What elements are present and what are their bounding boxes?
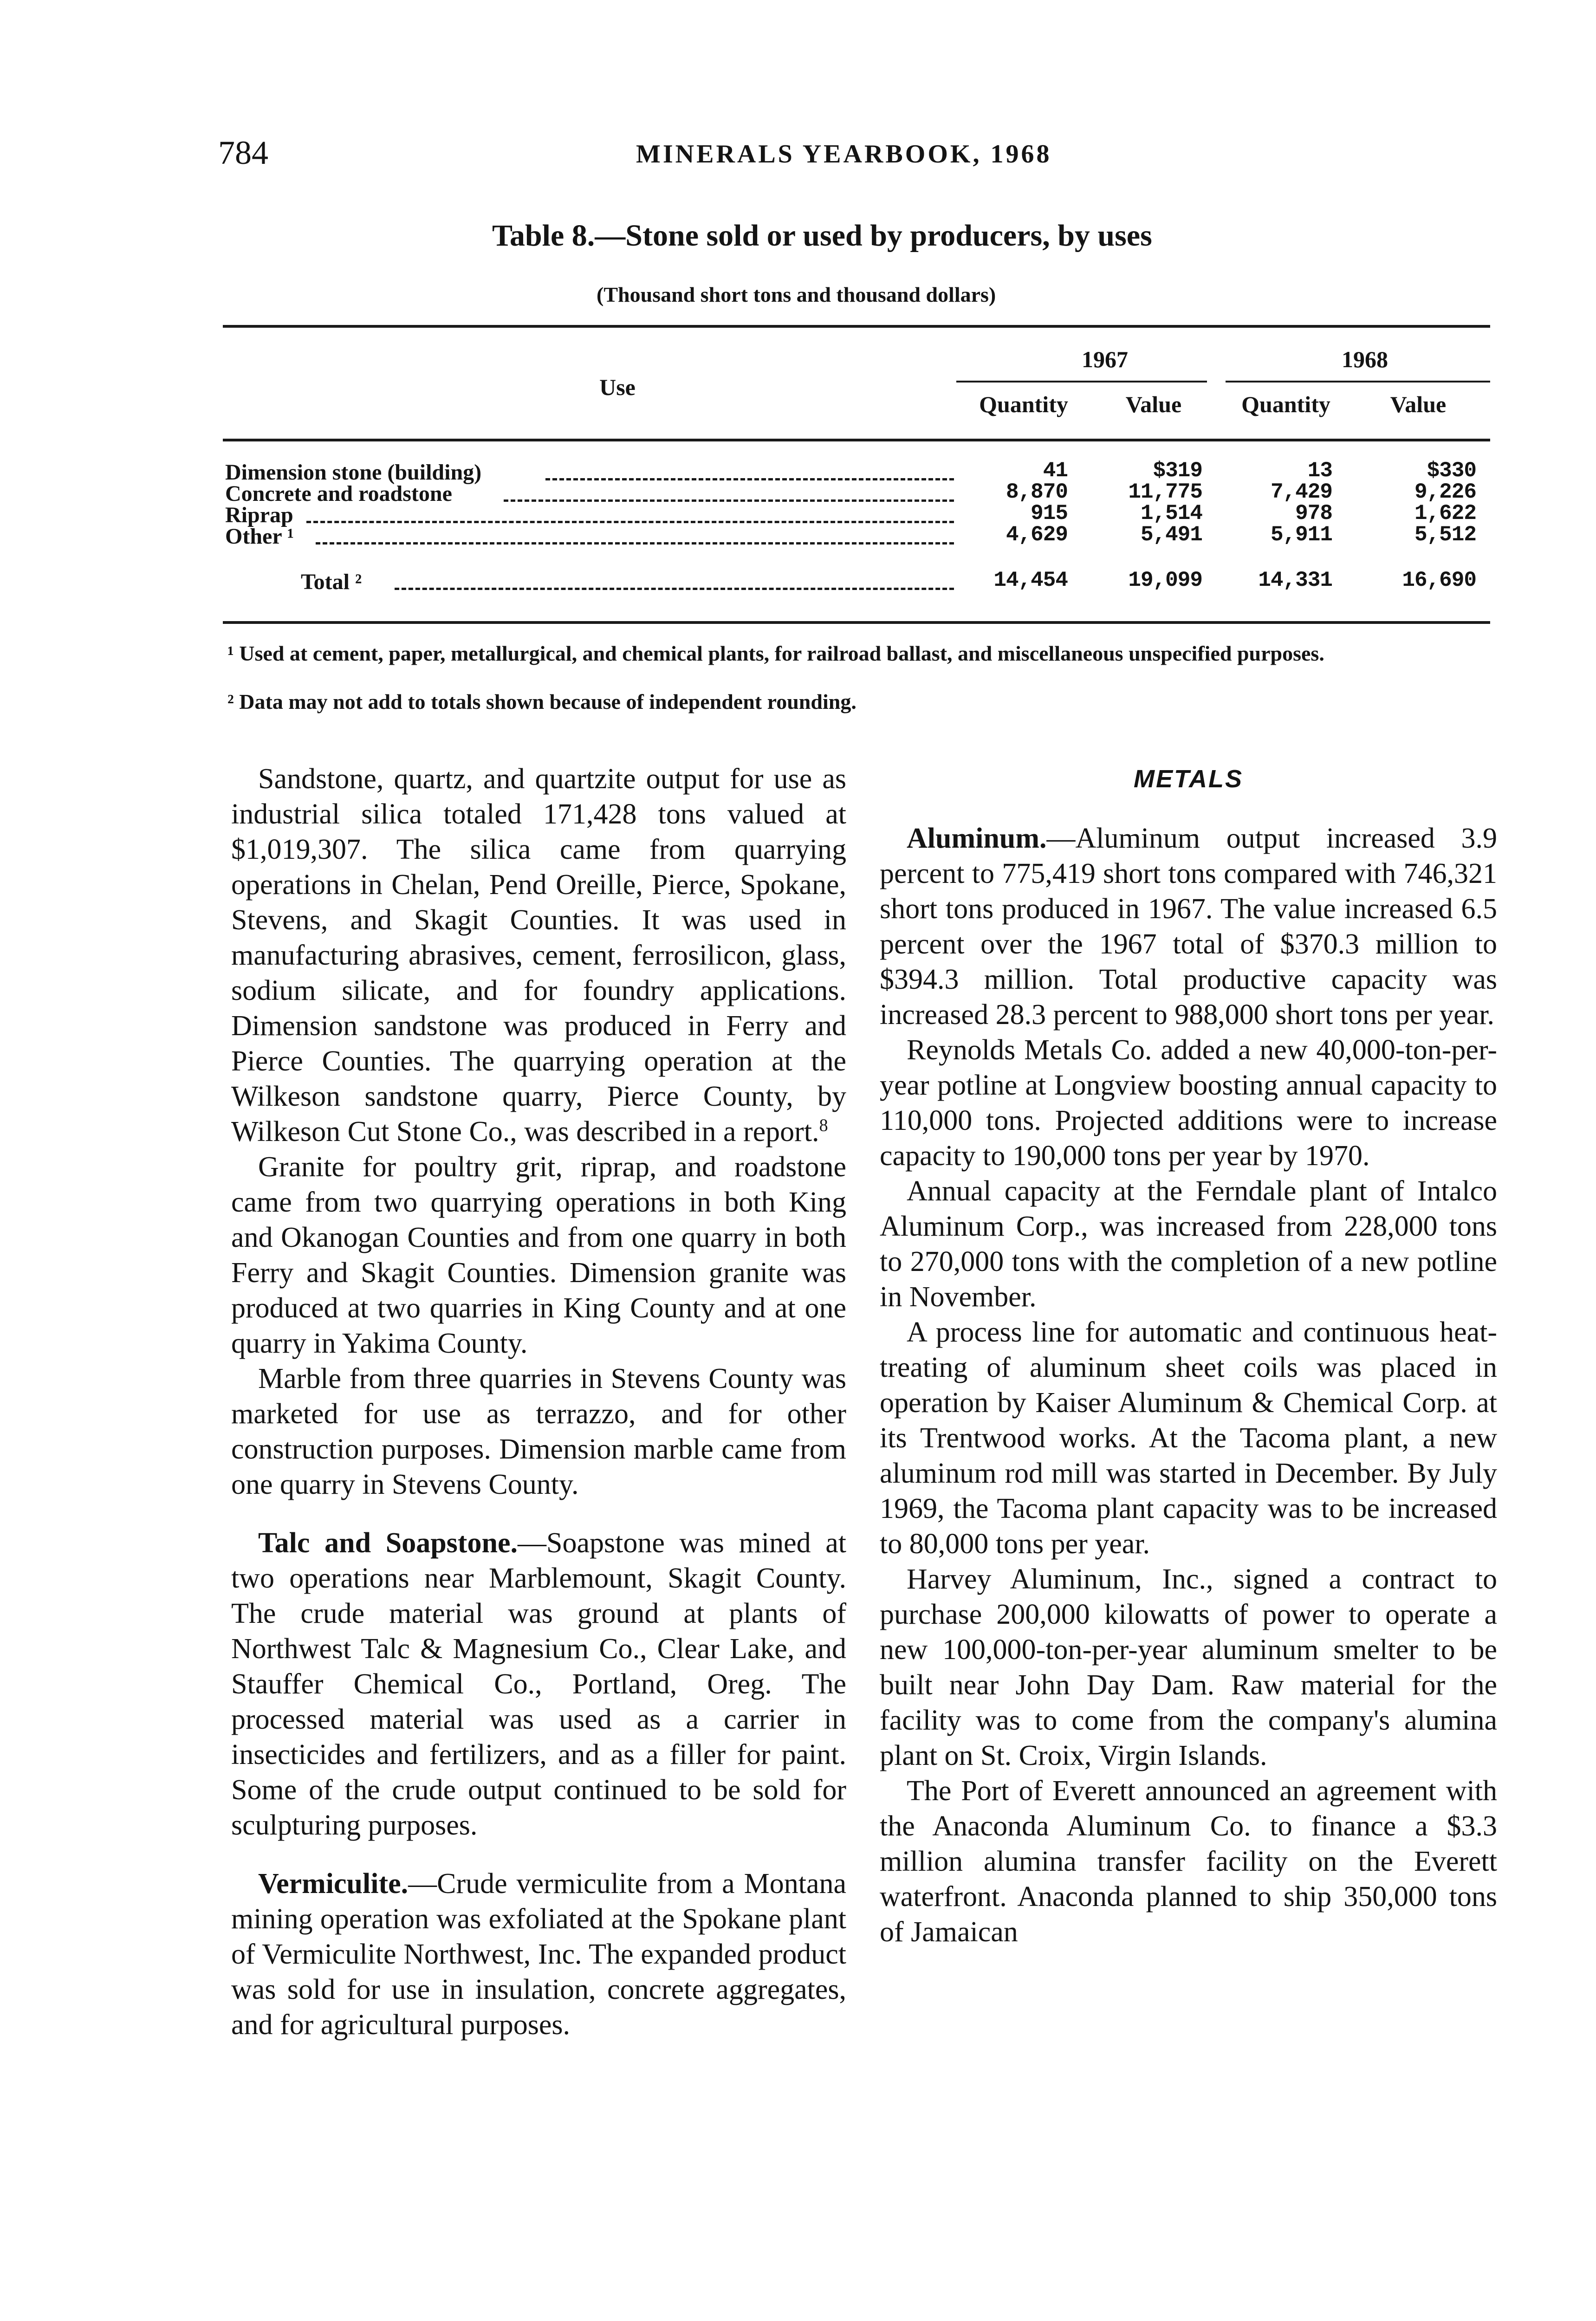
cell-qty-1968: 7,429 [1270,480,1332,504]
cell-value-1968: $330 [1427,459,1476,483]
table-footnote-1: ¹ Used at cement, paper, metallurgical, and chemical plants, for railroad ballast, and miscellaneous unspecified purposes. [227,642,1324,665]
row-label: Riprap [225,503,293,527]
footnote-ref-8: 8 [819,1115,828,1135]
table-top-rule [223,325,1490,328]
running-title: MINERALS YEARBOOK, 1968 [636,140,1052,169]
value-1968-header: Value [1390,391,1447,417]
cell-qty-1967: 41 [1043,459,1068,483]
year-1967-rule [956,381,1207,383]
page-number: 784 [218,134,268,171]
left-column [231,761,846,2042]
silica-text: Sandstone, quartz, and quartzite output for use as industrial silica totaled 171,428 tons valued at $1,019,307. The silica came from quarrying operations in Chelan, Pend Oreille, Pierce, Spokane, Stevens, and Skagit Counties. It was used in manufacturing abrasives, cement, ferrosilicon, glass, sodium silicate, and for foundry applications. Dimension sandstone was produced in Ferry and Pierce Counties. The quarrying operation at the Wilkeson sandstone quarry, Pierce County, by Wilkeson Cut Stone Co., was described in a report. [231,763,846,1148]
right-column [880,761,1497,1950]
year-1968-rule [1226,381,1490,383]
everett-paragraph: The Port of Everett announced an agreement with the Anaconda Aluminum Co. to finance a $3.3 million alumina transfer facility on the Everett waterfront. Anaconda planned to ship 350,000 tons of Jamaican [880,1775,1497,1948]
cell-qty-1968: 13 [1307,459,1332,483]
dot-leader [316,542,954,545]
total-value-1967: 19,099 [1128,568,1202,592]
cell-qty-1967: 915 [1031,501,1068,525]
qty-1968-header: Quantity [1241,391,1330,417]
kaiser-paragraph: A process line for automatic and continuous heat-treating of aluminum sheet coils was placed in operation by Kaiser Aluminum & Chemical Corp. at its Trentwood works. At the Tacoma plant, a new aluminum rod mill was started in December. By July 1969, the Tacoma plant capacity was to be increased to 80,000 tons per year. [880,1316,1497,1560]
total-value-1968: 16,690 [1402,568,1476,592]
granite-paragraph: Granite for poultry grit, riprap, and roadstone came from two quarrying operations in both King and Okanogan Counties and from one quarry in both Ferry and Skagit Counties. Dimension granite was produced at two quarries in King County and at one quarry in Yakima County. [231,1151,846,1359]
talc-text: —Soapstone was mined at two operations near Marblemount, Skagit County. The crude material was ground at plants of Northwest Talc & Magnesium Co., Clear Lake, and Stauffer Chemical Co., Portland, Oreg. The processed material was used as a carrier in insecticides and fertilizers, and as a filler for paint. Some of the crude output continued to be sold for sculpturing purposes. [231,1527,847,1841]
cell-qty-1968: 978 [1295,501,1332,525]
aluminum-heading: Aluminum. [907,823,1047,854]
cell-value-1967: $319 [1153,459,1202,483]
total-qty-1968: 14,331 [1258,568,1332,592]
header-bottom-rule [223,439,1490,441]
vermiculite-heading: Vermiculite. [258,1868,409,1900]
table-footnote-2: ² Data may not add to totals shown because of independent rounding. [227,690,856,713]
aluminum-paragraph [880,821,1497,1032]
cell-qty-1967: 8,870 [1006,480,1068,504]
cell-value-1967: 5,491 [1140,523,1202,547]
talc-heading: Talc and Soapstone. [258,1527,518,1559]
intalco-paragraph: Annual capacity at the Ferndale plant of Intalco Aluminum Corp., was increased from 228,000 tons to 270,000 tons with the completion of a new potline in November. [880,1175,1497,1313]
marble-paragraph: Marble from three quarries in Stevens County was marketed for use as terrazzo, and for other construction purposes. Dimension marble came from one quarry in Stevens County. [231,1363,846,1500]
harvey-paragraph: Harvey Aluminum, Inc., signed a contract to purchase 200,000 kilowatts of power to operate a new 100,000-ton-per-year aluminum smelter to be built near John Day Dam. Raw material for the facility was to come from the company's alumina plant on St. Croix, Virgin Islands. [880,1563,1497,1771]
dot-leader [306,521,954,523]
total-qty-1967: 14,454 [993,568,1068,592]
vermiculite-paragraph [231,1866,846,2042]
cell-value-1968: 1,622 [1414,501,1476,525]
dot-leader [395,588,954,590]
cell-qty-1967: 4,629 [1006,523,1068,547]
dot-leader [504,499,954,502]
silica-paragraph [231,761,846,1149]
qty-1967-header: Quantity [979,391,1068,417]
cell-value-1967: 11,775 [1128,480,1202,504]
dot-leader [545,478,954,480]
cell-value-1967: 1,514 [1140,501,1202,525]
row-label: Dimension stone (building) [225,460,482,485]
metals-section-heading: METALS [1134,765,1243,793]
vermiculite-text: —Crude vermiculite from a Montana mining operation was exfoliated at the Spokane plant of Vermiculite Northwest, Inc. The expanded product was sold for use in insulation, concrete aggregates, and for agricultural purposes. [231,1868,846,2041]
use-column-header: Use [599,374,636,400]
year-1967-header: 1967 [1082,346,1128,372]
aluminum-text: —Aluminum output increased 3.9 percent to 775,419 short tons compared with 746,321 short tons produced in 1967. The value increased 6.5 percent over the 1967 total of $370.3 million to $394.3 million. Total productive capacity was increased 28.3 percent to 988,000 short tons per year. [880,823,1497,1031]
talc-paragraph [231,1525,846,1843]
table-title: Table 8.—Stone sold or used by producers, by uses [492,219,1152,253]
value-1967-header: Value [1125,391,1182,417]
row-label: Concrete and roadstone [225,481,452,506]
cell-qty-1968: 5,911 [1270,523,1332,547]
year-1968-header: 1968 [1342,346,1388,372]
cell-value-1968: 5,512 [1414,523,1476,547]
table-subtitle: (Thousand short tons and thousand dollars) [597,283,996,306]
reynolds-paragraph: Reynolds Metals Co. added a new 40,000-ton-per-year potline at Longview boosting annual capacity to 110,000 tons. Projected additions were to increase capacity to 190,000 tons per year by 1970. [880,1034,1497,1172]
table-bottom-rule [223,621,1490,624]
row-label: Other ¹ [225,524,294,549]
cell-value-1968: 9,226 [1414,480,1476,504]
total-label: Total ² [301,570,362,594]
